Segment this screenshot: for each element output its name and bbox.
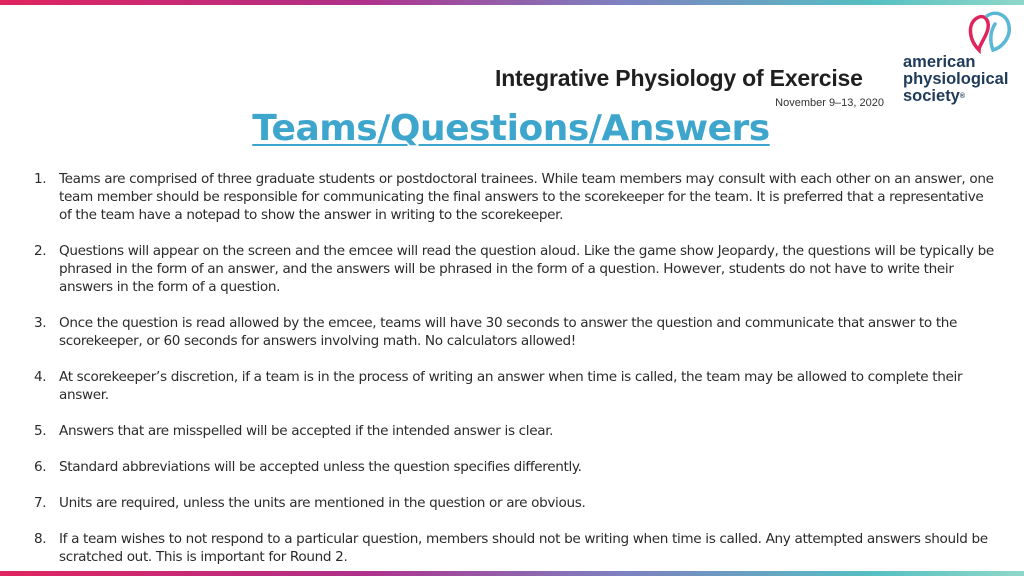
- list-item: [34, 422, 999, 440]
- registered-mark: ®: [959, 93, 966, 100]
- list-item-text: Questions will appear on the screen and the emcee will read the question aloud. Like the game show Jeopardy, the questions will be typically be phrased in the form of an answer, and the answers will be phrased in the form of a question. However, students do not have to write their answers in the form of a question.: [59, 243, 994, 295]
- list-item: [34, 242, 999, 296]
- page-title-text: Teams/Questions/Answers: [252, 108, 770, 149]
- list-item-text: If a team wishes to not respond to a particular question, members should not be writing when time is called. Any attempted answers should be scratched out. This is important for Round 2.: [59, 531, 988, 565]
- top-accent-bar: [0, 0, 1024, 5]
- logo-society-word: society: [903, 87, 960, 105]
- list-item-number: 4.: [34, 369, 47, 385]
- logo-line-physiological: physiological: [903, 70, 1009, 88]
- list-item-number: 6.: [34, 459, 47, 475]
- list-item-number: 3.: [34, 315, 47, 331]
- list-item: [34, 368, 999, 404]
- list-item: [34, 530, 999, 566]
- list-item-number: 8.: [34, 531, 47, 547]
- list-item-number: 7.: [34, 495, 47, 511]
- bottom-accent-bar: [0, 571, 1024, 576]
- list-item: [34, 494, 999, 512]
- aps-logo: [903, 10, 1015, 115]
- list-item-number: 1.: [34, 171, 47, 187]
- list-item: [34, 314, 999, 350]
- rules-list: [0, 170, 1024, 584]
- page-title: [0, 108, 1024, 149]
- conference-date: November 9–13, 2020: [775, 97, 884, 109]
- list-item-text: Units are required, unless the units are mentioned in the question or are obvious.: [59, 495, 586, 511]
- aps-logo-text: [903, 54, 1008, 105]
- list-item-text: Teams are comprised of three graduate students or postdoctoral trainees. While team members may consult with each other on an answer, one team member should be responsible for communicating the final answers to the scorekeeper for the team. It is preferred that a representative of the team have a notepad to show the answer in writing to the scorekeeper.: [59, 171, 994, 223]
- list-item-number: 5.: [34, 423, 47, 439]
- conference-title: Integrative Physiology of Exercise: [495, 65, 863, 91]
- logo-line-american: american: [903, 53, 976, 71]
- list-item-number: 2.: [34, 243, 47, 259]
- aps-logo-mark-icon: [965, 10, 1013, 56]
- logo-line-society: [903, 88, 1008, 105]
- list-item: [34, 170, 999, 224]
- list-item-text: Once the question is read allowed by the emcee, teams will have 30 seconds to answer the question and communicate that answer to the scorekeeper, or 60 seconds for answers involving math. No calculators allowed!: [59, 315, 958, 349]
- list-item-text: At scorekeeper’s discretion, if a team is in the process of writing an answer when time is called, the team may be allowed to complete their answer.: [59, 369, 963, 403]
- list-item-text: Standard abbreviations will be accepted unless the question specifies differently.: [59, 459, 582, 475]
- list-item: [34, 458, 999, 476]
- list-item-text: Answers that are misspelled will be accepted if the intended answer is clear.: [59, 423, 554, 439]
